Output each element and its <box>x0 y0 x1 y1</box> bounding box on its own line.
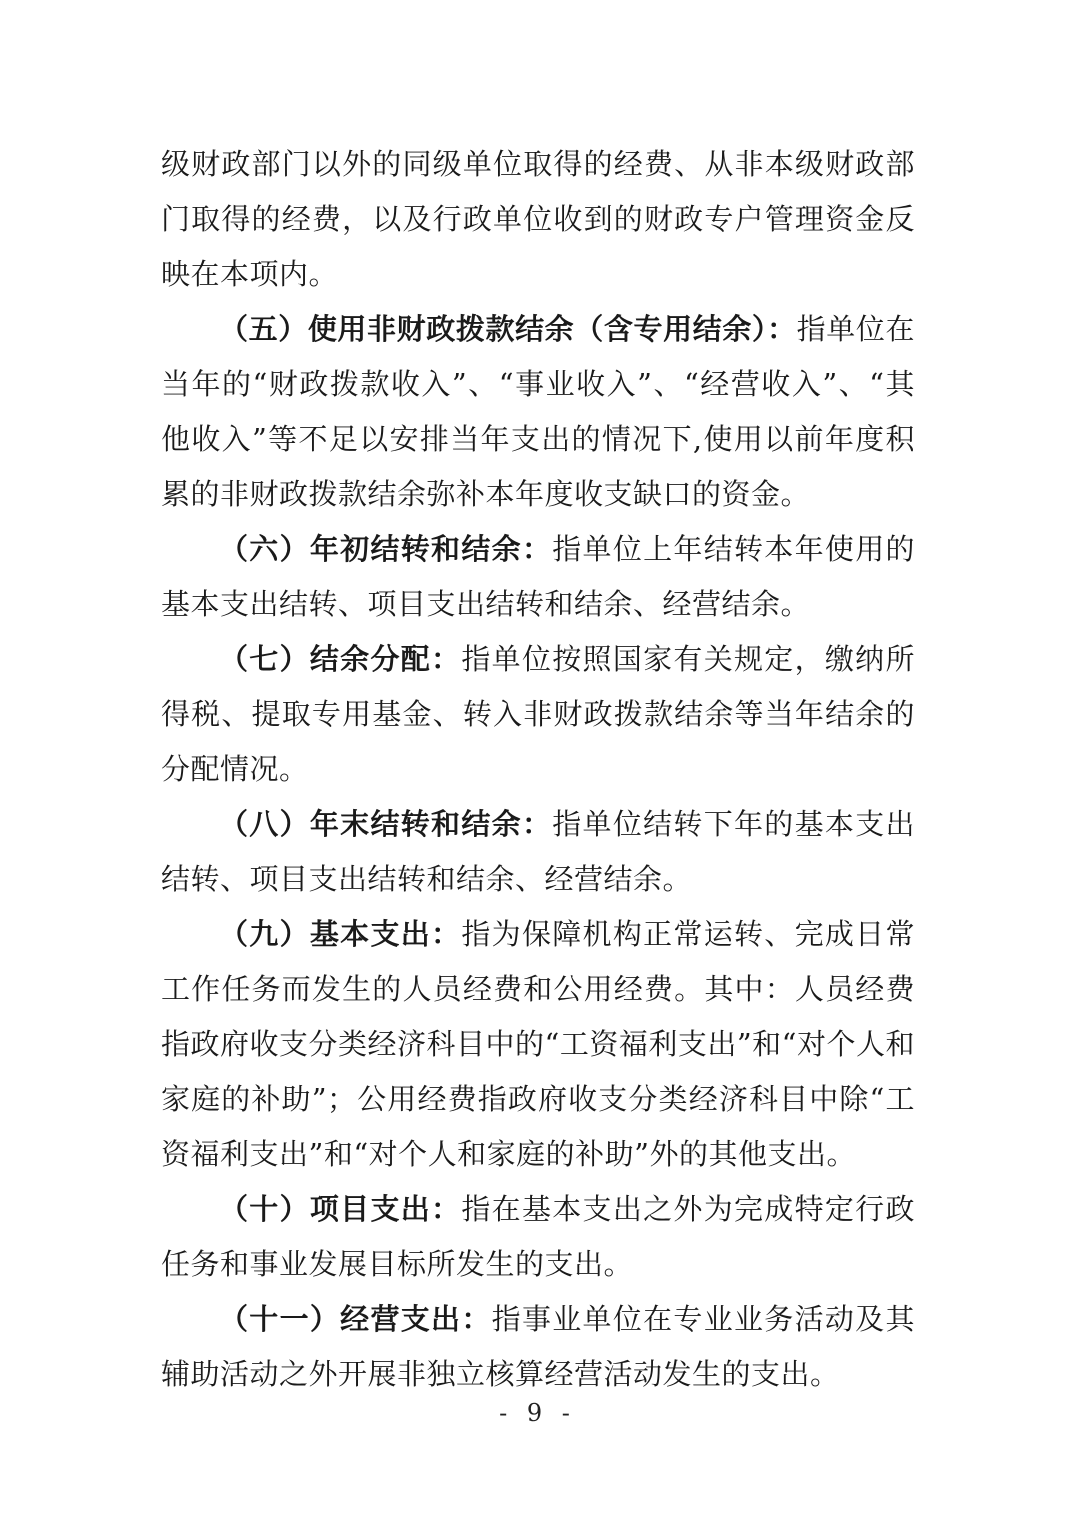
section-body-text: 级财政部门以外的同级单位取得的经费、从非本级财政部门取得的经费，以及行政单位收到的财政专户管理资金反映在本项内。 <box>161 147 915 291</box>
paragraph-continuation <box>161 137 915 302</box>
section-heading: （八）年末结转和结余： <box>219 807 553 841</box>
section-body-text: 指为保障机构正常运转、完成日常工作任务而发生的人员经费和公用经费。其中：人员经费指政府收支分类经济科目中的“工资福利支出”和“对个人和家庭的补助”；公用经费指政府收支分类经济科目中除“工资福利支出”和“对个人和家庭的补助”外的其他支出。 <box>161 917 915 1171</box>
section-heading: （五）使用非财政拨款结余（含专用结余）： <box>219 312 797 346</box>
section-heading: （九）基本支出： <box>219 917 462 951</box>
section-heading: （十）项目支出： <box>219 1192 462 1226</box>
paragraph-section-8 <box>161 797 915 907</box>
paragraph-section-6 <box>161 522 915 632</box>
section-heading: （七）结余分配： <box>219 642 462 676</box>
paragraph-section-11 <box>161 1292 915 1402</box>
section-heading: （六）年初结转和结余： <box>219 532 553 566</box>
paragraph-section-7 <box>161 632 915 797</box>
section-body-text: 指事业单位在专业业务活动及其辅助活动之外开展非独立核算经营活动发生的支出。 <box>161 1302 915 1391</box>
section-body-text: 指在基本支出之外为完成特定行政任务和事业发展目标所发生的支出。 <box>161 1192 915 1281</box>
section-body-text: 指单位上年结转本年使用的基本支出结转、项目支出结转和结余、经营结余。 <box>161 532 915 621</box>
paragraph-section-5 <box>161 302 915 522</box>
paragraph-section-9 <box>161 907 915 1182</box>
document-body <box>161 137 915 1402</box>
section-body-text: 指单位结转下年的基本支出结转、项目支出结转和结余、经营结余。 <box>161 807 915 896</box>
section-body-text: 指单位按照国家有关规定，缴纳所得税、提取专用基金、转入非财政拨款结余等当年结余的分配情况。 <box>161 642 915 786</box>
page-number: - 9 - <box>499 1399 576 1427</box>
paragraph-section-10 <box>161 1182 915 1292</box>
section-body-text: 指单位在当年的“财政拨款收入”、“事业收入”、“经营收入”、“其他收入”等不足以安排当年支出的情况下,使用以前年度积累的非财政拨款结余弥补本年度收支缺口的资金。 <box>161 312 915 511</box>
section-heading: （十一）经营支出： <box>219 1302 492 1336</box>
